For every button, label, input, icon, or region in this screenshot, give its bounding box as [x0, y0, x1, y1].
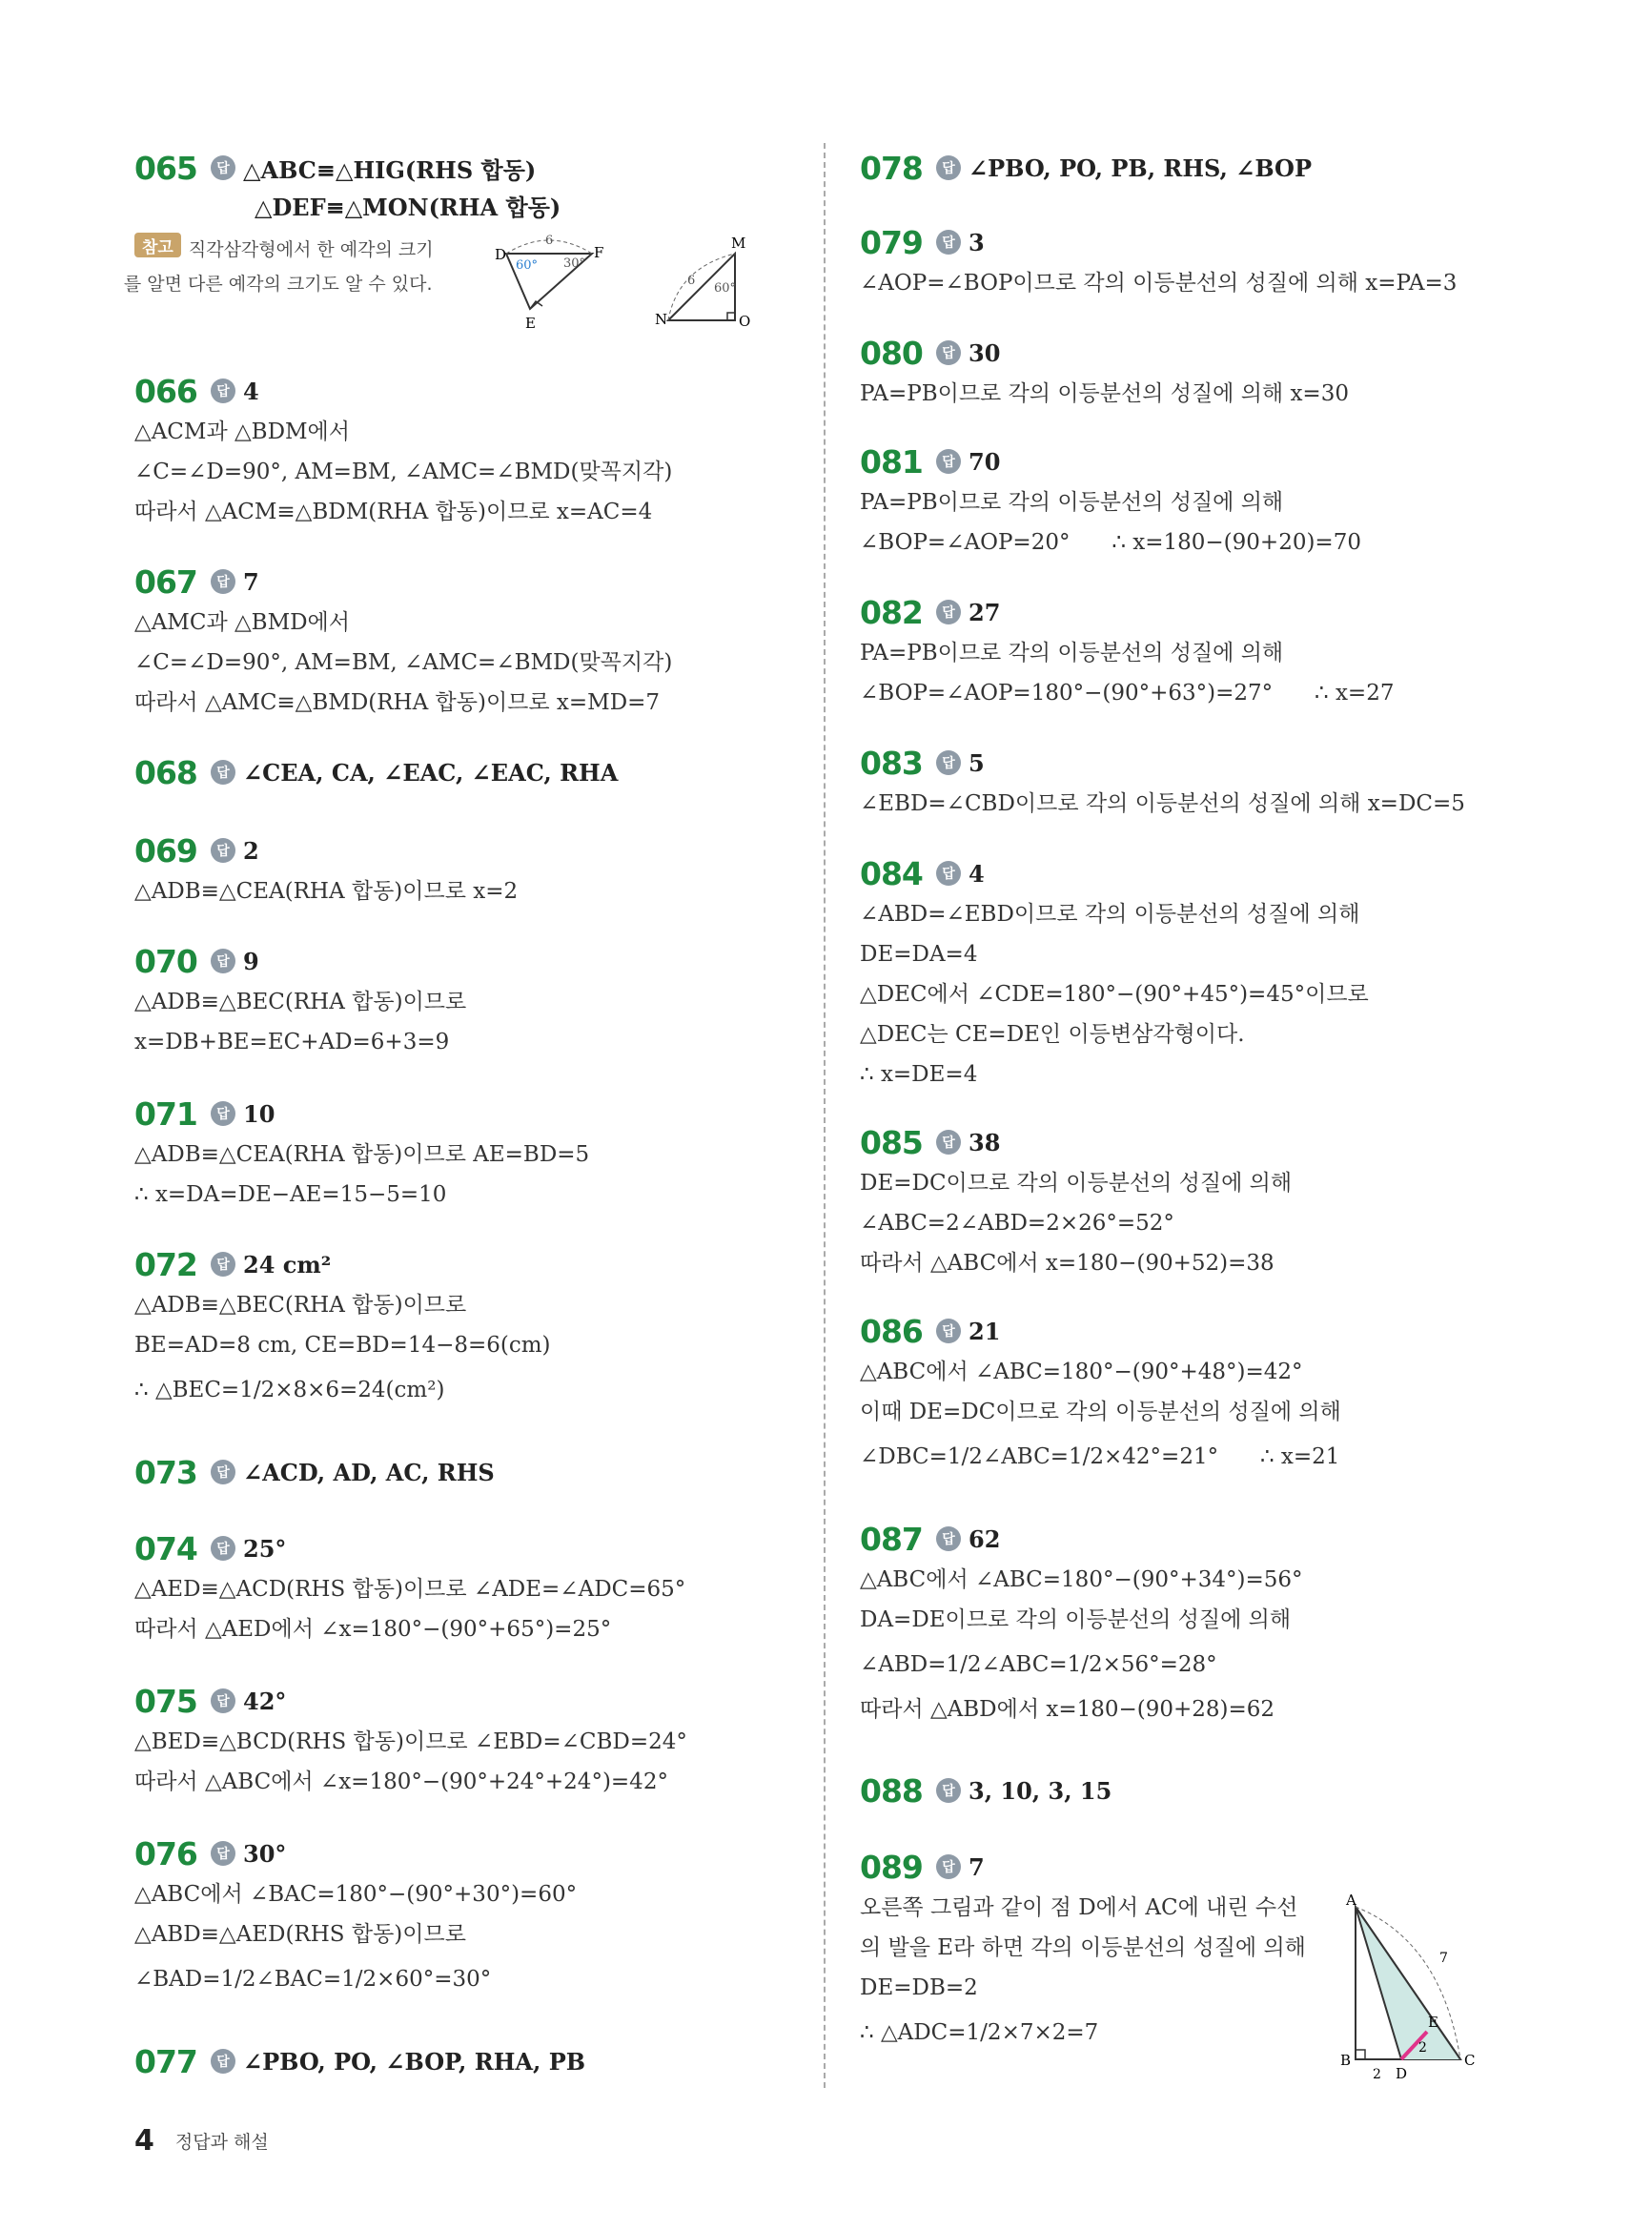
solution-line: ∠AOP=∠BOP이므로 각의 이등분선의 성질에 의해 x=PA=3: [860, 271, 1458, 296]
solution-line: ∴ △ADC=1/2×7×2=7: [860, 2020, 1099, 2045]
problem-number: 069: [134, 831, 197, 869]
answer-line-2: △DEF≡△MON(RHA 합동): [255, 194, 561, 221]
answer-badge: 답: [936, 155, 961, 180]
problem-067: [134, 561, 802, 723]
solution-line: △DEC는 CE=DE인 이등변삼각형이다.: [860, 1022, 1245, 1047]
len-label: 7: [1439, 1951, 1448, 1966]
solution-line: △AED≡△ACD(RHS 합동)이므로 ∠ADE=∠ADC=65°: [134, 1577, 686, 1602]
solution-line: 따라서 △ABC에서 ∠x=180°−(90°+24°+24°)=42°: [134, 1770, 668, 1794]
answer-badge: 답: [936, 861, 961, 886]
solution-line: △AMC과 △BMD에서: [134, 610, 350, 635]
label-d: D: [495, 246, 507, 263]
solution-line: 따라서 △ABD에서 x=180−(90+28)=62: [860, 1697, 1275, 1722]
answer: 30: [969, 338, 1001, 367]
answer: 10: [243, 1099, 275, 1128]
answer-badge: 답: [211, 949, 235, 973]
answer-badge: 답: [211, 1252, 235, 1277]
right-angle-mark: [727, 313, 735, 320]
solution-line: ∠C=∠D=90°, AM=BM, ∠AMC=∠BMD(맞꼭지각): [134, 650, 673, 675]
problem-080: [860, 332, 1527, 414]
solution-line: △ADB≡△CEA(RHA 합동)이므로 x=2: [134, 879, 519, 904]
solution-line: △BED≡△BCD(RHS 합동)이므로 ∠EBD=∠CBD=24°: [134, 1729, 687, 1754]
label-n: N: [655, 311, 668, 328]
solution-line: 의 발을 E라 하면 각의 이등분선의 성질에 의해: [860, 1935, 1306, 1960]
label-d: D: [1396, 2065, 1408, 2082]
solution-line: ∠DBC=1/2∠ABC=1/2×42°=21° ∴ x=21: [860, 1444, 1340, 1469]
problem-076: [134, 1832, 802, 2004]
answer: 3: [969, 228, 985, 256]
solution-line: △DEC에서 ∠CDE=180°−(90°+45°)=45°이므로: [860, 982, 1369, 1007]
problem-number: 079: [860, 223, 923, 261]
solution-line: DE=DB=2: [860, 1975, 978, 2000]
answer-badge: 답: [211, 569, 235, 594]
problem-070: [134, 940, 802, 1062]
solution-line: ∴ △BEC=1/2×8×6=24(cm²): [134, 1378, 445, 1402]
answer-badge: 답: [211, 2049, 235, 2074]
answer-badge: 답: [936, 600, 961, 624]
answer: 21: [969, 1317, 1001, 1345]
answer: 2: [243, 836, 259, 865]
solution-line: ∴ x=DE=4: [860, 1062, 978, 1087]
label-b: B: [1340, 2052, 1352, 2069]
problem-071: [134, 1093, 802, 1215]
problem-number: 077: [134, 2042, 197, 2080]
answer-badge: 답: [936, 1526, 961, 1551]
solution-line: 따라서 △AED에서 ∠x=180°−(90°+65°)=25°: [134, 1617, 612, 1642]
problem-number: 081: [860, 442, 923, 481]
page-footer: [134, 2124, 269, 2158]
angle-label: 30°: [563, 256, 586, 271]
answer: 30°: [243, 1839, 287, 1868]
solution-line: ∠ABC=2∠ABD=2×26°=52°: [860, 1211, 1174, 1236]
solution-line: △ADB≡△BEC(RHA 합동)이므로: [134, 990, 467, 1014]
problem-number: 074: [134, 1529, 197, 1567]
note-text: 를 알면 다른 예각의 크기도 알 수 있다.: [123, 274, 433, 295]
answer-badge: 답: [211, 1688, 235, 1713]
solution-line: ∠ABD=1/2∠ABC=1/2×56°=28°: [860, 1652, 1217, 1677]
solution-line: ∠ABD=∠EBD이므로 각의 이등분선의 성질에 의해: [860, 902, 1360, 927]
len-label: 6: [687, 274, 696, 288]
solution-line: ∴ x=DA=DE−AE=15−5=10: [134, 1182, 447, 1207]
problem-number: 070: [134, 942, 197, 980]
answer-badge: 답: [936, 340, 961, 365]
problem-number: 083: [860, 744, 923, 782]
problem-084: [860, 852, 1527, 1095]
problem-number: 065: [134, 149, 197, 187]
solution-line: 이때 DE=DC이므로 각의 이등분선의 성질에 의해: [860, 1400, 1341, 1424]
page-number: 4: [134, 2124, 154, 2158]
answer: ∠ACD, AD, AC, RHS: [243, 1458, 495, 1486]
problem-074: [134, 1527, 802, 1649]
answer: 70: [969, 447, 1001, 476]
answer: 3, 10, 3, 15: [969, 1776, 1112, 1805]
answer: ∠PBO, PO, ∠BOP, RHA, PB: [243, 2047, 586, 2076]
answer-badge: 답: [211, 760, 235, 785]
problem-number: 084: [860, 854, 923, 892]
problem-087: [860, 1518, 1527, 1729]
answer-badge: 답: [936, 1319, 961, 1343]
problem-066: [134, 370, 802, 532]
label-m: M: [731, 235, 746, 252]
label-e: E: [1428, 2014, 1438, 2031]
answer: 4: [969, 859, 985, 888]
answer-badge: 답: [936, 449, 961, 474]
problem-number: 068: [134, 753, 197, 791]
solution-line: PA=PB이므로 각의 이등분선의 성질에 의해: [860, 490, 1284, 515]
problem-086: [860, 1310, 1527, 1482]
answer-badge: 답: [936, 1130, 961, 1155]
problem-068: [134, 751, 802, 793]
answer: 9: [243, 947, 259, 975]
answer-badge: 답: [211, 1101, 235, 1126]
triangle-figure-065: [487, 235, 783, 330]
right-angle-mark: [1356, 2050, 1365, 2059]
answer: 38: [969, 1128, 1001, 1156]
problem-073: [134, 1451, 802, 1493]
answer: 27: [969, 598, 1001, 626]
problem-075: [134, 1680, 802, 1802]
problem-number: 072: [134, 1245, 197, 1283]
answer-badge: 답: [936, 1778, 961, 1803]
problem-number: 066: [134, 372, 197, 410]
solution-line: ∠BAD=1/2∠BAC=1/2×60°=30°: [134, 1967, 492, 1992]
len-label: 2: [1418, 2040, 1427, 2056]
answer-badge: 답: [211, 155, 235, 180]
solution-line: 따라서 △ACM≡△BDM(RHA 합동)이므로 x=AC=4: [134, 500, 653, 524]
problem-number: 088: [860, 1771, 923, 1810]
solution-line: PA=PB이므로 각의 이등분선의 성질에 의해: [860, 641, 1284, 665]
triangle-figure-089: [1336, 1893, 1499, 2084]
solution-line: 따라서 △ABC에서 x=180−(90+52)=38: [860, 1251, 1275, 1276]
problem-081: [860, 440, 1527, 563]
answer-badge: 답: [211, 838, 235, 863]
solution-line: DE=DC이므로 각의 이등분선의 성질에 의해: [860, 1171, 1293, 1196]
label-a: A: [1346, 1893, 1356, 1909]
answer: 4: [243, 377, 259, 405]
answer: △ABC≡△HIG(RHS 합동): [243, 155, 537, 184]
solution-line: PA=PB이므로 각의 이등분선의 성질에 의해 x=30: [860, 381, 1349, 406]
solution-line: △ABC에서 ∠ABC=180°−(90°+48°)=42°: [860, 1360, 1303, 1384]
solution-line: 따라서 △AMC≡△BMD(RHA 합동)이므로 x=MD=7: [134, 690, 661, 715]
problem-078: [860, 147, 1527, 189]
problem-065: [123, 147, 802, 330]
solution-line: △ABC에서 ∠ABC=180°−(90°+34°)=56°: [860, 1567, 1303, 1592]
problem-number: 085: [860, 1123, 923, 1161]
answer-badge: 답: [211, 1536, 235, 1561]
problem-number: 067: [134, 563, 197, 601]
problem-083: [860, 742, 1527, 824]
problem-077: [134, 2040, 802, 2082]
problem-number: 082: [860, 593, 923, 631]
solution-line: ∠BOP=∠AOP=180°−(90°+63°)=27° ∴ x=27: [860, 681, 1395, 706]
answer-badge: 답: [936, 750, 961, 775]
solution-line: DE=DA=4: [860, 942, 978, 967]
answer-badge: 답: [211, 1841, 235, 1866]
len-label: 6: [545, 235, 554, 248]
problem-number: 080: [860, 334, 923, 372]
answer: 7: [969, 1852, 985, 1881]
solution-line: BE=AD=8 cm, CE=BD=14−8=6(cm): [134, 1333, 551, 1358]
len-label: 2: [1373, 2067, 1381, 2082]
column-divider: [824, 143, 826, 2088]
label-c: C: [1464, 2052, 1476, 2069]
solution-line: △ABD≡△AED(RHS 합동)이므로: [134, 1922, 466, 1947]
solution-line: △ABC에서 ∠BAC=180°−(90°+30°)=60°: [134, 1882, 578, 1907]
solution-line: ∠BOP=∠AOP=20° ∴ x=180−(90+20)=70: [860, 530, 1361, 555]
answer: 24 cm²: [243, 1250, 332, 1279]
answer: 7: [243, 567, 259, 596]
label-e: E: [525, 315, 536, 330]
solution-line: 오른쪽 그림과 같이 점 D에서 AC에 내린 수선: [860, 1895, 1298, 1920]
problem-number: 078: [860, 149, 923, 187]
problem-069: [134, 829, 802, 911]
answer: ∠PBO, PO, PB, RHS, ∠BOP: [969, 153, 1312, 182]
solution-line: ∠C=∠D=90°, AM=BM, ∠AMC=∠BMD(맞꼭지각): [134, 460, 673, 484]
note-tag: 참고: [134, 233, 181, 257]
solution-line: △ADB≡△BEC(RHA 합동)이므로: [134, 1293, 467, 1318]
answer: 5: [969, 748, 985, 777]
answer-badge: 답: [936, 1854, 961, 1879]
problem-number: 075: [134, 1682, 197, 1720]
answer-badge: 답: [211, 378, 235, 403]
problem-072: [134, 1243, 802, 1415]
label-o: O: [739, 313, 751, 330]
answer: 42°: [243, 1687, 287, 1715]
problem-number: 089: [860, 1848, 923, 1886]
note-text: 직각삼각형에서 한 예각의 크기: [188, 239, 434, 260]
answer-badge: 답: [211, 1460, 235, 1484]
solution-line: ∠EBD=∠CBD이므로 각의 이등분선의 성질에 의해 x=DC=5: [860, 791, 1465, 816]
solution-line: DA=DE이므로 각의 이등분선의 성질에 의해: [860, 1607, 1292, 1632]
problem-number: 086: [860, 1312, 923, 1350]
problem-number: 073: [134, 1453, 197, 1491]
answer-badge: 답: [936, 230, 961, 255]
angle-label: 60°: [516, 258, 539, 273]
solution-line: △ACM과 △BDM에서: [134, 419, 350, 444]
answer: 62: [969, 1524, 1001, 1553]
problem-number: 071: [134, 1095, 197, 1133]
page-label: 정답과 해설: [174, 2132, 269, 2153]
problem-079: [860, 221, 1527, 303]
problem-number: 076: [134, 1834, 197, 1872]
label-f: F: [594, 244, 604, 261]
problem-number: 087: [860, 1520, 923, 1558]
solution-line: x=DB+BE=EC+AD=6+3=9: [134, 1030, 450, 1054]
answer: ∠CEA, CA, ∠EAC, ∠EAC, RHA: [243, 758, 619, 787]
angle-label: 60°: [714, 281, 737, 296]
problem-082: [860, 591, 1527, 713]
solution-line: △ADB≡△CEA(RHA 합동)이므로 AE=BD=5: [134, 1142, 590, 1167]
problem-089: [860, 1846, 1527, 2082]
answer: 25°: [243, 1534, 287, 1563]
problem-088: [860, 1770, 1527, 1811]
problem-085: [860, 1121, 1527, 1283]
